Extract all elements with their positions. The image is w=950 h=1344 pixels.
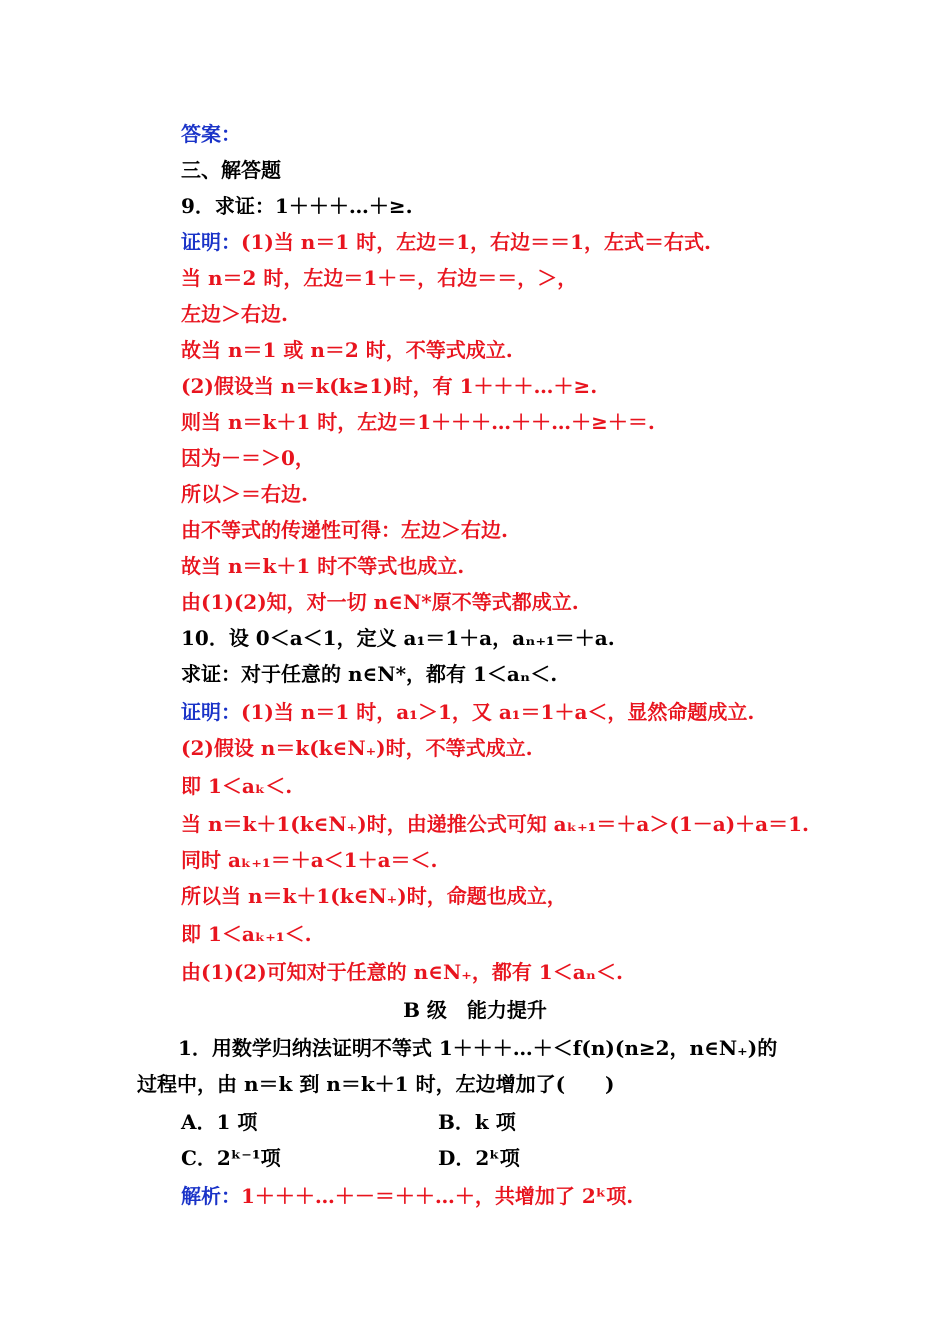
proof-text: (2)假设当 n＝k(k≥1)时，有 1＋＋＋…＋≥.	[181, 374, 598, 398]
proof-text: 由(1)(2)可知对于任意的 n∈N₊，都有 1＜aₙ＜.	[181, 960, 624, 984]
proof-line	[181, 920, 312, 948]
proof-line	[181, 698, 754, 726]
proof-line	[181, 444, 315, 472]
choice-d: D．2ᵏ项	[438, 1146, 520, 1170]
proof-line	[181, 958, 623, 986]
question-text: 过程中，由 n＝k 到 n＝k＋1 时，左边增加了( )	[137, 1072, 615, 1096]
problem-text: 9．求证：1＋＋＋…＋≥.	[181, 194, 413, 218]
proof-label: 证明：	[181, 700, 241, 724]
proof-text: 即 1＜aₖ＜.	[181, 774, 293, 798]
proof-text: 故当 n＝k＋1 时不等式也成立.	[181, 554, 465, 578]
proof-line	[181, 264, 577, 292]
answer-label-line	[181, 120, 241, 148]
proof-line	[181, 516, 508, 544]
proof-line	[181, 734, 533, 762]
proof-line	[181, 300, 288, 328]
proof-text: 即 1＜aₖ₊₁＜.	[181, 922, 312, 946]
proof-text: (1)当 n＝1 时，a₁＞1，又 a₁＝1＋a＜，显然命题成立.	[241, 700, 755, 724]
question-text: 1．用数学归纳法证明不等式 1＋＋＋…＋＜f(n)(n≥2，n∈N₊)的	[158, 1036, 778, 1060]
proof-label: 证明：	[181, 230, 241, 254]
proof-line	[181, 846, 438, 874]
problem-10-statement	[181, 624, 615, 652]
proof-text: (2)假设 n＝k(k∈N₊)时，不等式成立.	[181, 736, 533, 760]
proof-text: 由(1)(2)知，对一切 n∈N*原不等式都成立.	[181, 590, 579, 614]
analysis-text: 1＋＋＋…＋－＝＋＋…＋，共增加了 2ᵏ项.	[241, 1184, 634, 1208]
proof-text: 同时 aₖ₊₁＝＋a＜1＋a＝＜.	[181, 848, 438, 872]
proof-line	[181, 408, 655, 436]
analysis-label: 解析：	[181, 1184, 241, 1208]
choice-row	[438, 1108, 516, 1136]
proof-line	[181, 480, 308, 508]
level-heading	[0, 996, 950, 1024]
analysis-line	[181, 1182, 633, 1210]
proof-line	[181, 372, 597, 400]
proof-line	[181, 588, 579, 616]
section-heading-text: 三、解答题	[181, 158, 281, 182]
choice-row	[181, 1108, 257, 1136]
proof-line	[181, 772, 292, 800]
proof-line	[181, 882, 567, 910]
proof-text: 所以＞＝右边.	[181, 482, 308, 506]
proof-text: 因为－＝＞0，	[181, 446, 315, 470]
proof-text: 所以当 n＝k＋1(k∈N₊)时，命题也成立，	[181, 884, 567, 908]
problem-text: 求证：对于任意的 n∈N*，都有 1＜aₙ＜.	[181, 662, 558, 686]
proof-text: (1)当 n＝1 时，左边＝1，右边＝＝1，左式＝右式.	[241, 230, 712, 254]
question-1-statement	[137, 1070, 615, 1098]
choice-row	[181, 1144, 281, 1172]
proof-text: 则当 n＝k＋1 时，左边＝1＋＋＋…＋＋…＋≥＋＝.	[181, 410, 655, 434]
proof-line	[181, 228, 711, 256]
proof-text: 左边＞右边.	[181, 302, 288, 326]
proof-line	[181, 552, 464, 580]
problem-10-statement	[181, 660, 557, 688]
problem-9-statement	[181, 192, 413, 220]
answer-label: 答案：	[181, 122, 241, 146]
section-heading	[181, 156, 281, 184]
problem-text: 10．设 0＜a＜1，定义 a₁＝1＋a，aₙ₊₁＝＋a.	[181, 626, 615, 650]
level-heading-text: B 级 能力提升	[403, 998, 547, 1022]
proof-text: 故当 n＝1 或 n＝2 时，不等式成立.	[181, 338, 513, 362]
proof-line	[181, 810, 809, 838]
proof-text: 当 n＝2 时，左边＝1＋＝，右边＝＝，＞，	[181, 266, 578, 290]
proof-text: 当 n＝k＋1(k∈N₊)时，由递推公式可知 aₖ₊₁＝＋a＞(1－a)＋a＝1.	[181, 812, 810, 836]
question-1-statement	[158, 1034, 777, 1062]
choice-c: C．2ᵏ⁻¹项	[181, 1146, 281, 1170]
choice-row	[438, 1144, 520, 1172]
proof-text: 由不等式的传递性可得：左边＞右边.	[181, 518, 508, 542]
choice-b: B．k 项	[438, 1110, 516, 1134]
choice-a: A．1 项	[181, 1110, 258, 1134]
proof-line	[181, 336, 513, 364]
